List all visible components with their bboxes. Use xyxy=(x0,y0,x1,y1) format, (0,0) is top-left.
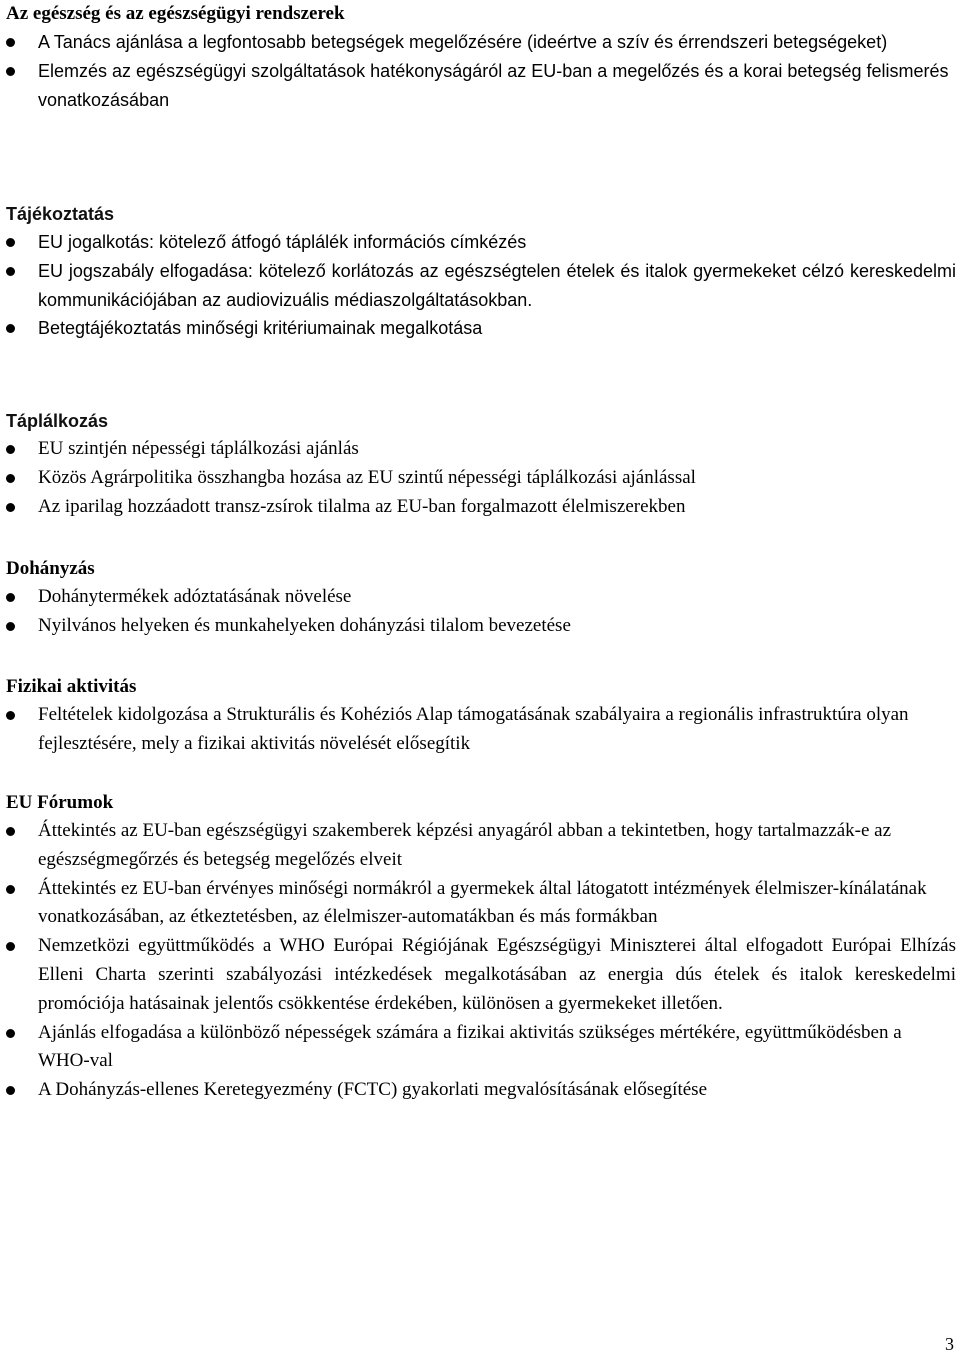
section-health-systems xyxy=(6,0,956,114)
section-smoking xyxy=(6,555,956,641)
bullet-icon xyxy=(6,67,15,76)
list-item: Betegtájékoztatás minőségi kritériumainak megalkotása xyxy=(6,314,956,343)
bullet-icon xyxy=(6,1086,15,1095)
list-item: Nemzetközi együttműködés a WHO Európai Régiójának Egészségügyi Miniszterei által elfogadott Európai Elhízás Elleni Charta szerinti szabályozási intézkedések megalkotásában az energia dús ételek és italok kereskedelmi promóciója hatásainak jelentős csökkentése érdekében, különösen a gyermekeket illetően. xyxy=(6,932,956,1018)
bullet-icon xyxy=(6,474,15,483)
bullet-list xyxy=(6,817,956,1105)
bullet-icon xyxy=(6,885,15,894)
list-item: Feltételek kidolgozása a Strukturális és Kohéziós Alap támogatásának szabályaira a regionális infrastruktúra olyan fejlesztésére, mely a fizikai aktivitás növelését elősegítik xyxy=(6,701,956,759)
bullet-icon xyxy=(6,238,15,247)
section-title: Fizikai aktivitás xyxy=(6,676,137,697)
bullet-icon xyxy=(6,38,15,47)
bullet-icon xyxy=(6,622,15,631)
page-number: 3 xyxy=(945,1334,954,1354)
list-item: Az iparilag hozzáadott transz-zsírok tilalma az EU-ban forgalmazott élelmiszerekben xyxy=(6,493,956,522)
bullet-icon xyxy=(6,267,15,276)
section-title: Dohányzás xyxy=(6,558,95,579)
list-item: EU szintjén népességi táplálkozási ajánlás xyxy=(6,435,956,464)
list-item: Ajánlás elfogadása a különböző népességek számára a fizikai aktivitás szükséges mértékére, együttműködésben a WHO-val xyxy=(6,1019,956,1077)
bullet-list xyxy=(6,701,956,759)
bullet-icon xyxy=(6,503,15,512)
bullet-icon xyxy=(6,827,15,836)
list-item: Nyilvános helyeken és munkahelyeken dohányzási tilalom bevezetése xyxy=(6,612,956,641)
list-item: EU jogszabály elfogadása: kötelező korlátozás az egészségtelen ételek és italok gyermekeket célzó kereskedelmi kommunikációjában az audiovizuális médiaszolgáltatásokban. xyxy=(6,257,956,315)
list-item: EU jogalkotás: kötelező átfogó táplálék információs címkézés xyxy=(6,228,956,257)
section-eu-forums xyxy=(6,789,956,1105)
list-item: Áttekintés ez EU-ban érvényes minőségi normákról a gyermekek által látogatott intézmények élelmiszer-kínálatának vonatkozásában, az étkeztetésben, az élelmiszer-automatákban és más formákban xyxy=(6,875,956,933)
section-information xyxy=(6,200,956,343)
list-item: Elemzés az egészségügyi szolgáltatások hatékonyságáról az EU-ban a megelőzés és a korai betegség felismerés vonatkozásában xyxy=(6,57,956,115)
list-item: Közös Agrárpolitika összhangba hozása az EU szintű népességi táplálkozási ajánlással xyxy=(6,464,956,493)
section-title: EU Fórumok xyxy=(6,792,114,813)
section-title: Tájékoztatás xyxy=(6,204,115,224)
list-item: A Dohányzás-ellenes Keretegyezmény (FCTC) gyakorlati megvalósításának elősegítése xyxy=(6,1076,956,1105)
list-item: Áttekintés az EU-ban egészségügyi szakemberek képzési anyagáról abban a tekintetben, hogy tartalmazzák-e az egészségmegőrzés és betegség megelőzés elveit xyxy=(6,817,956,875)
bullet-list xyxy=(6,28,956,114)
section-physical-activity xyxy=(6,673,956,759)
list-item: A Tanács ajánlása a legfontosabb betegségek megelőzésére (ideértve a szív és érrendszeri betegségeket) xyxy=(6,28,956,57)
bullet-list xyxy=(6,435,956,521)
bullet-icon xyxy=(6,942,15,951)
bullet-icon xyxy=(6,711,15,720)
bullet-list xyxy=(6,228,956,343)
bullet-icon xyxy=(6,445,15,454)
bullet-icon xyxy=(6,1029,15,1038)
bullet-icon xyxy=(6,593,15,602)
section-title: Az egészség és az egészségügyi rendszerek xyxy=(6,3,345,24)
list-item: Dohánytermékek adóztatásának növelése xyxy=(6,583,956,612)
section-title: Táplálkozás xyxy=(6,411,109,431)
section-nutrition xyxy=(6,407,956,521)
bullet-icon xyxy=(6,324,15,333)
bullet-list xyxy=(6,583,956,641)
